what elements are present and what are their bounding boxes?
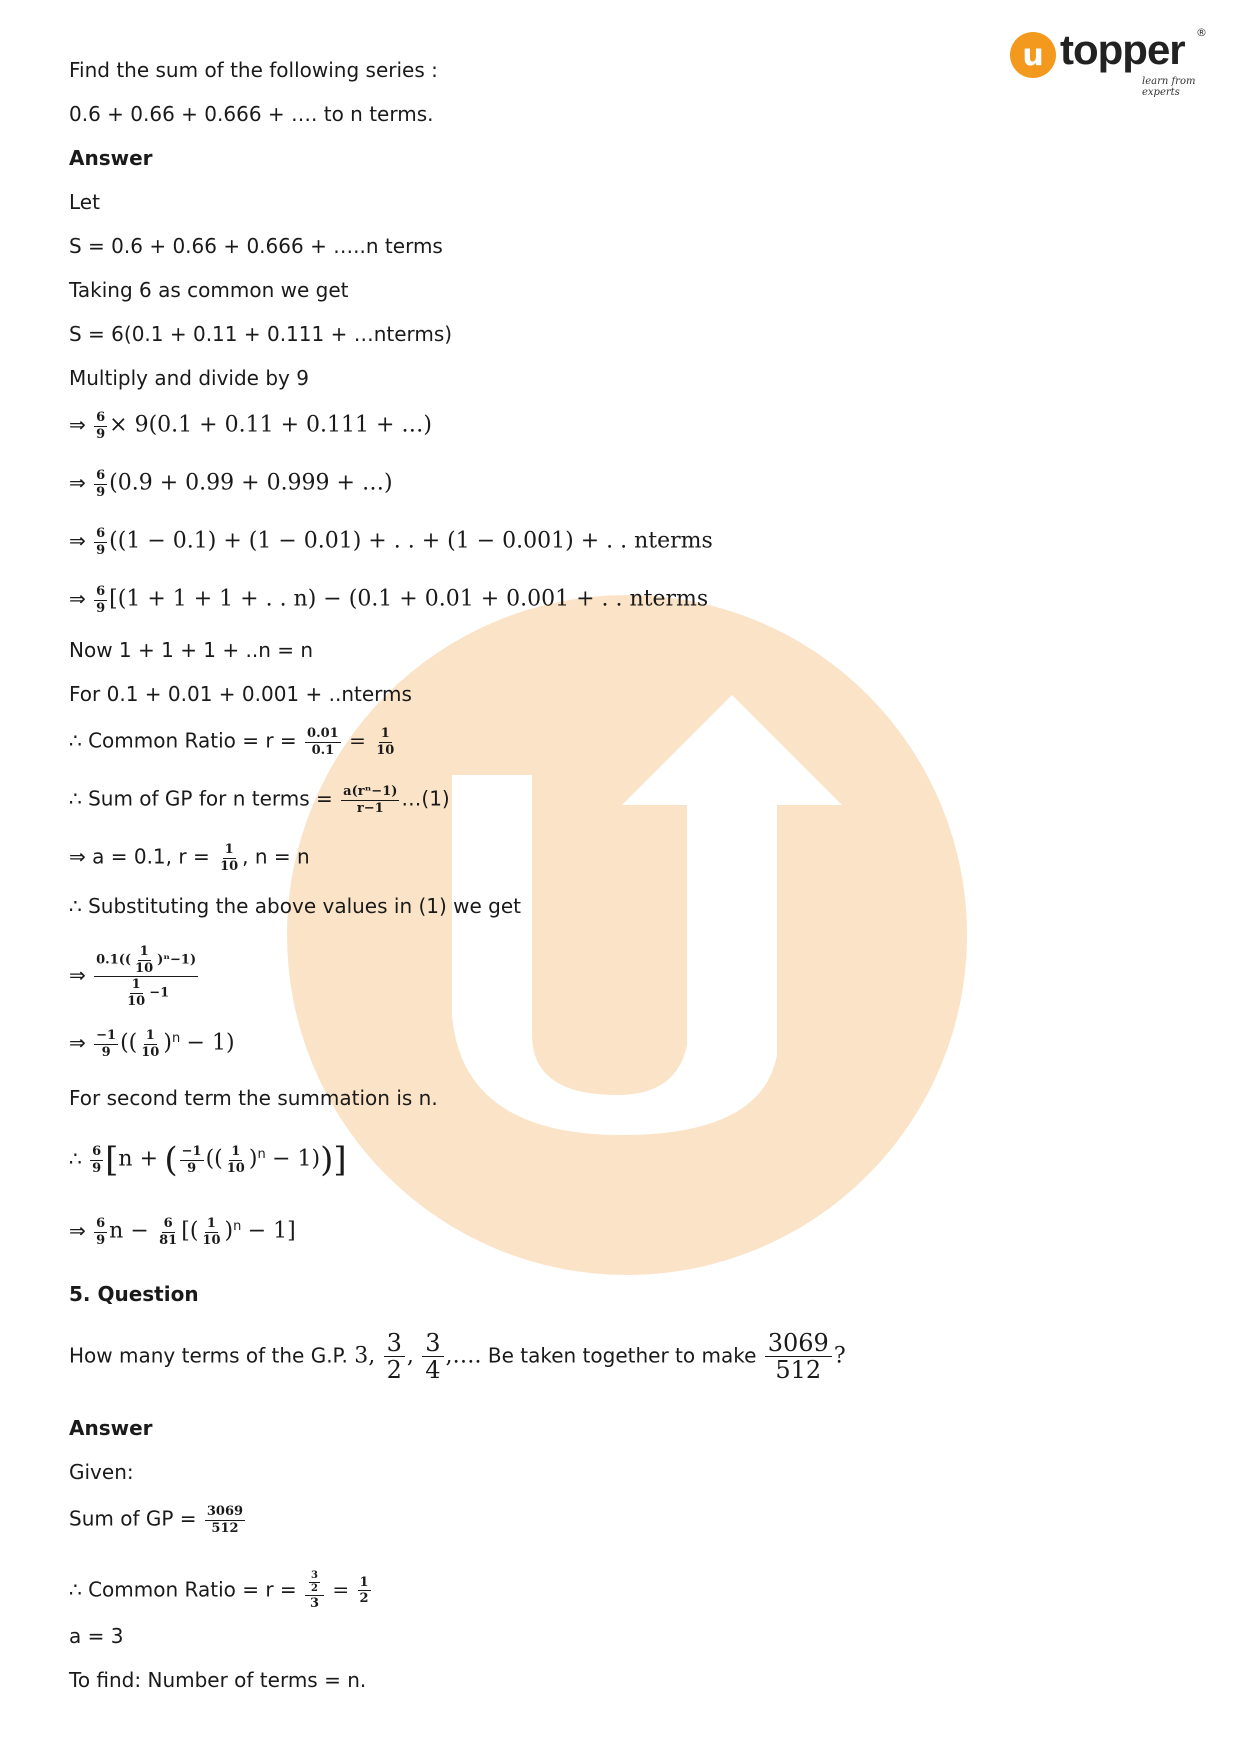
fraction-substitution: 0.1(( $\frac{1}{10}$ )ⁿ−1) $\frac{1}{10}$ −1 [96, 944, 197, 1009]
implies-arrow: ⇒ [69, 1030, 86, 1055]
step-2-expression: (0.9 + 0.99 + 0.999 + …) [109, 470, 393, 496]
step-3 [69, 526, 713, 558]
step-4 [69, 584, 708, 616]
q5-common-ratio-label: ∴ Common Ratio = r = [69, 1577, 297, 1602]
q5-dots: ,…. [445, 1343, 482, 1369]
q5-sum-line [69, 1504, 247, 1536]
values-label: ⇒ a = 0.1, r = [69, 844, 210, 869]
fraction-neg-one-ninth: $\frac{-1}{9}$ [181, 1143, 202, 1176]
equals-sign: = [332, 1577, 350, 1602]
s-definition: S = 0.6 + 0.66 + 0.666 + …..n terms [69, 234, 443, 258]
topper-logo [1010, 26, 1210, 98]
let-line: Let [69, 190, 100, 214]
fraction-six-eighty-firsts: $\frac{6}{81}$ [159, 1216, 178, 1248]
s-six-line: S = 6(0.1 + 0.11 + 0.111 + …nterms) [69, 322, 453, 346]
q5-prompt-a: How many terms of the G.P. [69, 1343, 348, 1368]
final-tail: − 1) [272, 1146, 321, 1172]
fraction-ratio-compound: $\frac{\frac{3}{2}}{3}$ [305, 1570, 324, 1612]
values-suffix: , n = n [242, 844, 310, 869]
fraction-neg-one-ninth: $\frac{-1}{9}$ [96, 1028, 117, 1060]
sum-gp-label: ∴ Sum of GP for n terms = [69, 786, 333, 811]
second-term-line: For second term the summation is n. [69, 1086, 438, 1110]
fraction-one-tenth: $\frac{1}{10}$ [376, 726, 395, 758]
implies-arrow: ⇒ [69, 470, 86, 495]
fraction-six-ninths: $\frac{6}{9}$ [96, 584, 106, 616]
implies-arrow: ⇒ [69, 963, 86, 988]
therefore-symbol: ∴ [69, 1146, 82, 1171]
fraction-six-ninths: $\frac{6}{9}$ [96, 410, 106, 442]
fraction-gp-formula: $\frac{\text{a(rⁿ−1)}}{r-1}$ [343, 784, 398, 816]
logo-registered-mark: ® [1196, 26, 1207, 39]
answer-heading: Answer [69, 146, 153, 170]
fraction-one-tenth: $\frac{1}{10}$ [202, 1216, 221, 1248]
common-ratio-label: ∴ Common Ratio = r = [69, 728, 297, 753]
q5-first-term: 3, [354, 1343, 376, 1369]
simplified-tail: − 1) [186, 1030, 235, 1056]
question-series: 0.6 + 0.66 + 0.666 + …. to n terms. [69, 102, 434, 126]
implies-arrow: ⇒ [69, 412, 86, 437]
q5-prompt-b: Be taken together to make [487, 1343, 757, 1368]
implies-arrow: ⇒ [69, 1218, 86, 1243]
q5-given: Given: [69, 1460, 134, 1484]
substituting-line: ∴ Substituting the above values in (1) we get [69, 894, 522, 918]
q5-common-ratio-line [69, 1570, 373, 1612]
equals-sign: = [349, 728, 366, 753]
fraction-one-tenth: $\frac{1}{10}$ [141, 1028, 160, 1060]
question-5-prompt: How many terms of the G.P. 3, $\frac{3}{2}$ , $\frac{3}{4}$ ,…. Be taken together to make $\frac{3069}{512}$ ? [69, 1329, 846, 1385]
final-n: n + [118, 1146, 159, 1172]
question-5-title: 5. Question [69, 1282, 199, 1306]
sum-gp-line [69, 784, 450, 816]
step-3-expression: ((1 − 0.1) + (1 − 0.01) + . . + (1 − 0.001) + . . nterms [109, 528, 713, 554]
q5-a-line: a = 3 [69, 1624, 124, 1648]
taking-common-line: Taking 6 as common we get [69, 278, 349, 302]
q5-question-mark: ? [833, 1343, 846, 1369]
values-line [69, 842, 310, 874]
fraction-three-halves: $\frac{3}{2}$ [384, 1330, 405, 1384]
multiply-divide-line: Multiply and divide by 9 [69, 366, 309, 390]
fraction-one-half: $\frac{1}{2}$ [359, 1574, 369, 1607]
question-prompt: Find the sum of the following series : [69, 58, 438, 82]
substitution-result [69, 944, 200, 1009]
step-1-expression: × 9(0.1 + 0.11 + 0.111 + …) [109, 412, 432, 438]
final-answer: ⇒ $\frac{6}{9}$ n − $\frac{6}{81}$ [( $\frac{1}{10}$ )$^n$ − 1] [69, 1216, 296, 1248]
final-sum-expression: ∴ $\frac{6}{9}$ [n + ( $\frac{-1}{9}$ (( $\frac{1}{10}$ )$^n$ − 1))] [69, 1140, 347, 1180]
implies-arrow: ⇒ [69, 528, 86, 553]
common-ratio-line [69, 726, 398, 758]
step-4-expression: [(1 + 1 + 1 + . . n) − (0.1 + 0.01 + 0.001 + . . nterms [109, 586, 709, 612]
step-2 [69, 468, 393, 500]
fraction-ratio: $\frac{0.01}{0.1}$ [307, 726, 339, 758]
fraction-one-tenth: $\frac{1}{10}$ [220, 842, 239, 874]
fraction-one-tenth: $\frac{1}{10}$ [226, 1143, 245, 1176]
implies-arrow: ⇒ [69, 586, 86, 611]
fraction-sum-of-gp: $\frac{3069}{512}$ [206, 1504, 244, 1536]
now-line: Now 1 + 1 + 1 + ..n = n [69, 638, 314, 662]
for-line: For 0.1 + 0.01 + 0.001 + ..nterms [69, 682, 412, 706]
q5-to-find: To find: Number of terms = n. [69, 1668, 367, 1692]
fraction-target-sum: $\frac{3069}{512}$ [765, 1330, 832, 1384]
simplified-result: ⇒ $\frac{-1}{9}$ (( $\frac{1}{10}$ )$^n$ − 1) [69, 1028, 235, 1060]
fraction-six-ninths: $\frac{6}{9}$ [96, 468, 106, 500]
fraction-three-quarters: $\frac{3}{4}$ [422, 1330, 443, 1384]
fraction-six-ninths: $\frac{6}{9}$ [92, 1143, 102, 1176]
logo-u-icon: u [1010, 32, 1056, 78]
q5-answer-heading: Answer [69, 1416, 153, 1440]
q5-sum-label: Sum of GP = [69, 1506, 197, 1531]
logo-wordmark: topper [1060, 26, 1185, 73]
fraction-six-ninths: $\frac{6}{9}$ [96, 526, 106, 558]
last-tail: − 1] [247, 1218, 296, 1244]
logo-tagline: learn from experts [1142, 76, 1196, 98]
step-1 [69, 410, 432, 442]
fraction-six-ninths: $\frac{6}{9}$ [96, 1216, 106, 1248]
last-n: n − [109, 1218, 149, 1244]
equation-tag: …(1) [401, 786, 450, 811]
